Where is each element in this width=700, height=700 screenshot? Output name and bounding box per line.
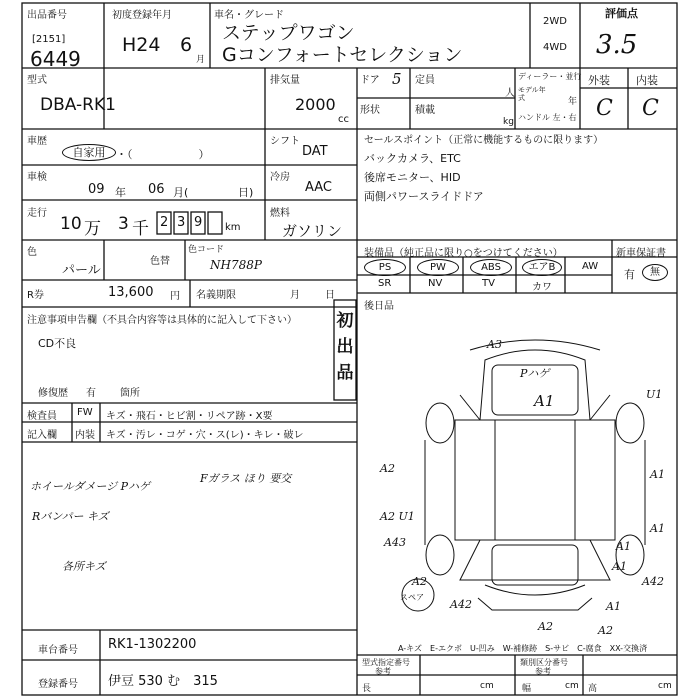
damage-mark: A1 [650, 468, 665, 481]
fw-label: FW [77, 407, 93, 418]
damage-mark: A43 [384, 536, 406, 549]
interior-items: キズ・汚レ・コゲ・穴・ス(レ)・キレ・破レ [106, 430, 304, 441]
score-value: 3.5 [596, 30, 638, 60]
damage-mark: A3 [487, 338, 502, 351]
sales-points-label: セールスポイント（正常に機能するものに限ります） [364, 135, 604, 146]
reg-label: 登録番号 [38, 679, 78, 690]
period-day-unit: 日 [325, 290, 335, 301]
period-month-unit: 月 [290, 290, 300, 301]
model-grade-label: 車名・グレード [214, 10, 284, 21]
warranty-no: 無 [642, 264, 668, 281]
equipment-abs: ABS [470, 259, 512, 276]
dealer-label: ディーラー・並行 [518, 72, 582, 81]
damage-mark: A1 [650, 522, 665, 535]
model-spec-ref: 参考 [375, 667, 391, 676]
sales-point-item: 後席モニター、HID [364, 171, 461, 184]
period-label: 名義期限 [196, 290, 236, 301]
equipment-nv: NV [428, 278, 443, 289]
ac-label: 冷房 [270, 172, 290, 183]
reg-value: 伊豆 530 む 315 [108, 674, 218, 689]
damage-mark: A42 [450, 598, 472, 611]
car-grade: Gコンフォートセレクション [222, 44, 463, 66]
mileage-man-unit: 万 [84, 219, 101, 239]
score-label: 評価点 [605, 7, 638, 20]
history-value: 自家用 [62, 144, 116, 161]
length-unit: cm [480, 681, 494, 691]
notes-label: 注意事項申告欄（不具合内容等は具体的に記入して下さい） [27, 315, 297, 326]
damage-mark: A2 [538, 620, 553, 633]
handwritten-note: Rバンパー キズ [32, 510, 109, 523]
inspection-year-unit: 年 [115, 186, 126, 199]
mileage-digit-1: 2 [160, 215, 169, 230]
inspection-year: 09 [88, 182, 105, 197]
doors-value: 5 [392, 70, 402, 88]
damage-mark: A42 [642, 575, 664, 588]
damage-mark: A2 [412, 575, 427, 588]
repair-unit: 箇所 [120, 388, 140, 399]
damage-mark: U1 [646, 388, 663, 401]
damage-legend: A-キズ E-エクボ U-凹み W-補修跡 S-サビ C-腐食 XX-交換済 [398, 644, 648, 653]
interior-tag: 内装 [75, 430, 95, 441]
recycle-label: R券 [27, 290, 44, 301]
new-warranty-label: 新車保証書 [616, 248, 666, 259]
class-ref: 参考 [535, 667, 551, 676]
kg-unit: kg [503, 117, 514, 127]
mileage-man: 10 [60, 214, 82, 234]
width-label: 幅 [522, 684, 532, 694]
damage-mark: A1 [616, 540, 631, 553]
fw-items: キズ・飛石・ヒビ割・リペア跡・X要 [106, 411, 273, 422]
equipment-aw: AW [582, 261, 599, 272]
equipment-ps: PS [364, 259, 406, 276]
damage-mark: A1 [534, 392, 555, 410]
model-spec-label: 型式指定番号 [362, 658, 410, 667]
model-label: 型式 [27, 75, 47, 86]
paint-change-label: 色替 [150, 256, 170, 267]
inspection-day-unit: 日) [238, 186, 254, 199]
fuel-value: ガソリン [282, 222, 343, 240]
height-label: 高 [588, 684, 598, 694]
spare-tire-label: スペア [400, 593, 424, 602]
equipment-tv: TV [482, 278, 495, 289]
mileage-digit-2: 3 [177, 215, 186, 230]
doors-label: ドア [360, 75, 380, 86]
notes-line: CD不良 [38, 337, 77, 350]
sales-point-item: バックカメラ、ETC [364, 152, 461, 165]
model-year-unit: 年 [568, 97, 578, 107]
cc-unit: cc [338, 114, 349, 125]
recycle-unit: 円 [170, 291, 180, 302]
inspection-month-unit: 月( [173, 186, 189, 199]
exterior-grade: C [596, 96, 613, 121]
capacity-unit: 人 [505, 88, 515, 99]
shift-value: DAT [302, 144, 328, 159]
first-reg-label: 初度登録年月 [112, 10, 172, 21]
km-unit: km [225, 222, 241, 233]
mileage-sen: 3 [118, 214, 129, 234]
chassis-label: 車台番号 [38, 645, 78, 656]
color-label: 色 [27, 247, 37, 258]
displacement-label: 排気量 [270, 75, 300, 86]
after-items-label: 後日品 [364, 301, 394, 312]
handwritten-note: Fガラス ほり 要交 [200, 472, 292, 485]
first-reg-month: 6 [180, 34, 193, 56]
sales-point-item: 両側パワースライドドア [364, 190, 484, 203]
interior-grade: C [642, 96, 659, 121]
inspection-label: 車検 [27, 172, 47, 183]
handwritten-note: ホイールダメージ Pハゲ [30, 480, 151, 493]
color-code-value: NH788P [210, 258, 262, 272]
damage-mark: A2 [598, 624, 613, 637]
color-value: パール [62, 263, 101, 278]
damage-mark: A2 [380, 462, 395, 475]
width-unit: cm [565, 681, 579, 691]
history-label: 車歴 [27, 136, 47, 147]
listing-no-label: 出品番号 [27, 10, 67, 21]
equipment-airbag: エアB [522, 259, 562, 276]
damage-mark: A1 [612, 560, 627, 573]
load-label: 積載 [415, 105, 435, 116]
shift-label: シフト [270, 136, 300, 147]
damage-mark: A2 U1 [380, 510, 415, 523]
car-name: ステップワゴン [222, 22, 355, 44]
first-reg-month-unit: 月 [196, 55, 206, 65]
repair-label: 修復歴 [38, 388, 68, 399]
warranty-yes: 有 [624, 268, 635, 281]
mileage-sen-unit: 千 [132, 219, 149, 239]
drive-4wd: 4WD [543, 42, 567, 53]
displacement-value: 2000 [295, 95, 336, 114]
first-reg-era-year: H24 [122, 34, 161, 56]
model-year-label: モデル年式 [518, 86, 546, 102]
ac-value: AAC [305, 180, 332, 195]
listing-no: 6449 [30, 47, 81, 71]
handwritten-note: 各所キズ [62, 560, 106, 573]
damage-mark: Pハゲ [520, 367, 550, 380]
repair-value: 有 [86, 388, 96, 399]
inspector-label: 検査員 [27, 411, 57, 422]
first-listing-stamp: 初出品 [336, 311, 354, 383]
mileage-digit-3: 9 [194, 215, 203, 230]
equipment-pw: PW [417, 259, 459, 276]
length-label: 長 [362, 684, 372, 694]
history-rest: ・（ ） [116, 148, 210, 161]
chassis-value: RK1-1302200 [108, 637, 197, 652]
handle-label: ハンドル 左・右 [518, 113, 577, 122]
height-unit: cm [658, 681, 672, 691]
shape-label: 形状 [360, 105, 380, 116]
interior-label: 内装 [636, 74, 658, 87]
drive-2wd: 2WD [543, 16, 567, 27]
capacity-label: 定員 [415, 75, 435, 86]
model-value: DBA-RK1 [40, 95, 116, 115]
entry-label: 記入欄 [27, 430, 57, 441]
exterior-label: 外装 [588, 74, 610, 87]
equipment-leather: カワ [532, 282, 552, 293]
inspection-month: 06 [148, 182, 165, 197]
recycle-amount: 13,600 [108, 285, 154, 300]
class-label: 類別区分番号 [520, 658, 568, 667]
mileage-label: 走行 [27, 208, 47, 219]
color-code-label: 色コード [188, 245, 225, 255]
listing-sub: [2151] [32, 34, 66, 45]
equipment-sr: SR [378, 278, 392, 289]
damage-mark: A1 [606, 600, 621, 613]
equipment-label: 装備品（純正品に限り○をつけてください） [364, 248, 563, 259]
fuel-label: 燃料 [270, 208, 290, 219]
